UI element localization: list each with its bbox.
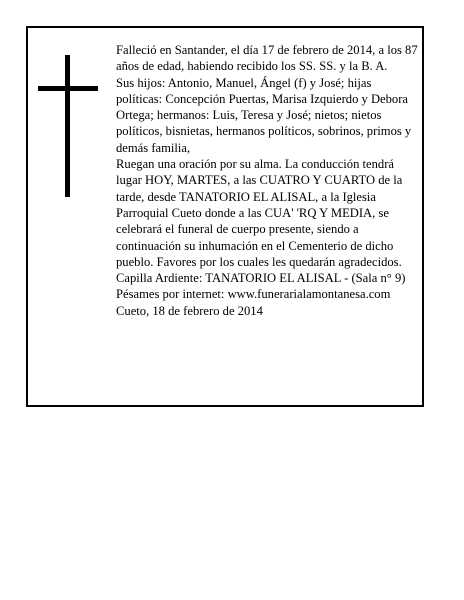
place-and-date: Cueto, 18 de febrero de 2014: [116, 303, 263, 318]
cross-horizontal-bar: [38, 86, 98, 91]
funeral-details: Ruegan una oración por su alma. La conducción tendrá lugar HOY, MARTES, a las CUATRO Y CUARTO de la tarde, desde TANATORIO EL ALISAL, a la Iglesia Parroquial Cueto donde a las CUA' 'RQ Y MEDIA, se celebrará el funeral de cuerpo presente, siendo a continuación su inhumación en el Cementerio de dicho pueblo. Favores por los cuales les quedarán agradecidos. Capilla Ardiente: TANATORIO EL ALISAL - (Sala n° 9): [116, 157, 406, 286]
notice-body: [116, 42, 418, 319]
condolences-website: Pésames por internet: www.funerarialamontanesa.com: [116, 287, 391, 302]
family-list: Sus hijos: Antonio, Manuel, Ángel (f) y José; hijas políticas: Concepción Puertas, Marisa Izquierdo y Debora Ortega; hermanos: Luis, Teresa y José; nietos; nietos políticos, bisnietas, hermanos políticos, sobrinos, primos y demás familia,: [116, 75, 412, 155]
cross-icon: [38, 55, 98, 197]
death-announcement: Falleció en Santander, el día 17 de febrero de 2014, a los 87 años de edad, habiendo recibido los SS. SS. y la B. A.: [116, 43, 418, 74]
cross-vertical-bar: [65, 55, 70, 197]
obituary-notice: [26, 26, 424, 407]
